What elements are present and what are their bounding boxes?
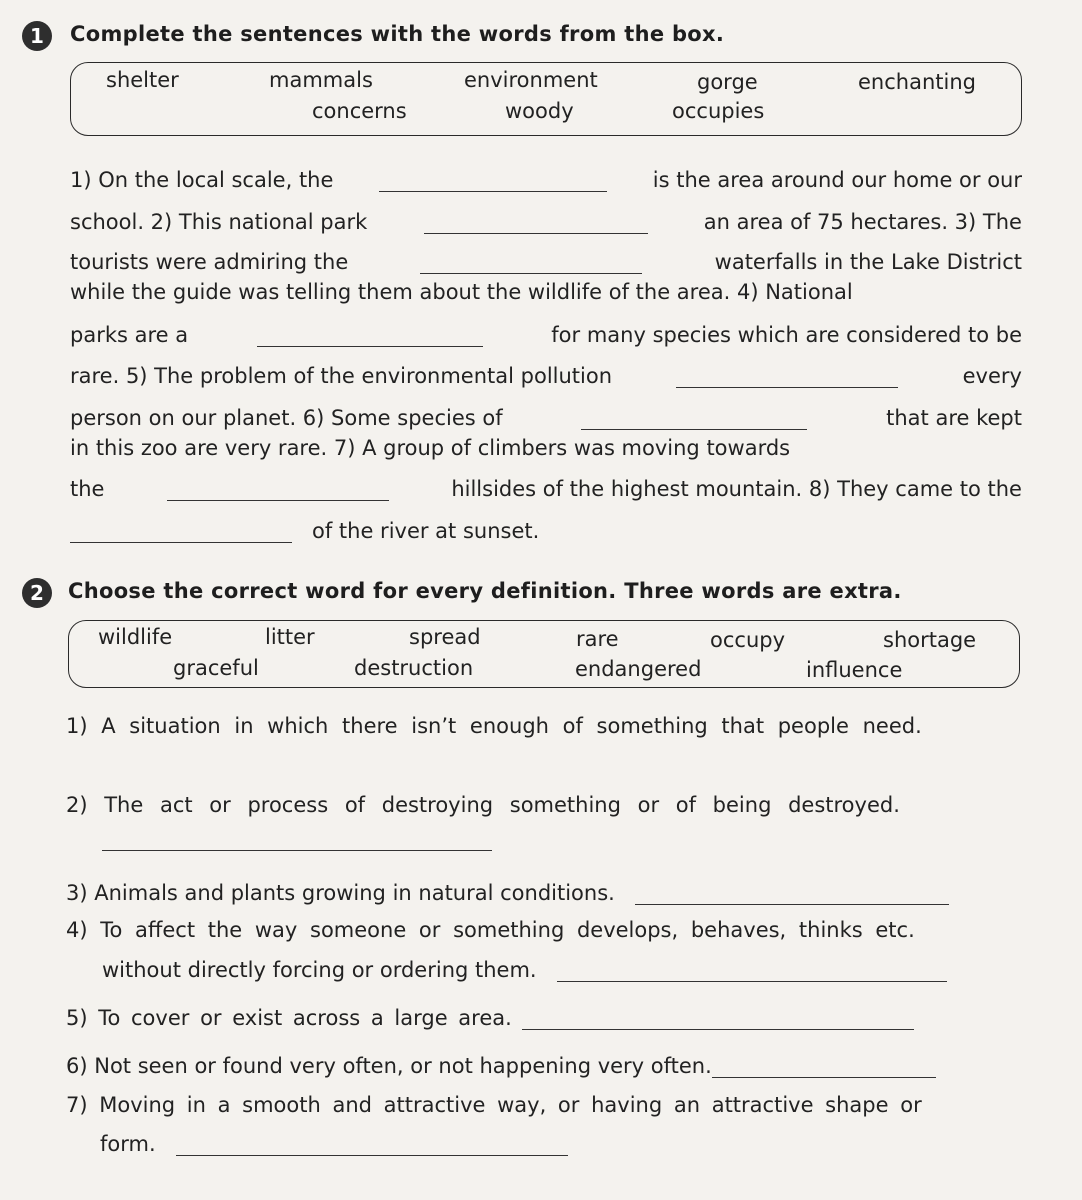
exercise-1-line: 1) On the local scale, the is the area around our home or our <box>70 168 1022 192</box>
exercise-1-number-badge: 1 <box>22 21 52 51</box>
definition-1: 1) A situation in which there isn’t enough of something that people need. <box>66 714 922 738</box>
word-box-1-word: shelter <box>106 68 179 92</box>
word-box-1-word: occupies <box>672 99 765 123</box>
word-box-1-word: enchanting <box>858 70 976 94</box>
exercise-1-line: of the river at sunset. <box>70 509 1022 543</box>
answer-blank[interactable] <box>70 520 292 543</box>
exercise-2-number-badge: 2 <box>22 578 52 608</box>
answer-blank[interactable] <box>676 365 898 388</box>
word-box-2-word: influence <box>806 658 903 682</box>
word-box-2-word: occupy <box>710 628 786 652</box>
answer-blank[interactable] <box>167 478 389 501</box>
definition-5: 5) To cover or exist across a large area. <box>66 996 1018 1030</box>
answer-blank-5[interactable] <box>522 1007 914 1030</box>
exercise-1-line: tourists were admiring the waterfalls in the Lake District <box>70 250 1022 274</box>
exercise-1-line: the hillsides of the highest mountain. 8) They came to the <box>70 477 1022 501</box>
word-box-2-word: rare <box>576 627 619 651</box>
exercise-2-instruction: Choose the correct word for every definition. Three words are extra. <box>68 579 902 603</box>
exercise-1-line: person on our planet. 6) Some species of that are kept <box>70 406 1022 430</box>
exercise-1-line: in this zoo are very rare. 7) A group of climbers was moving towards <box>70 436 791 460</box>
answer-blank-7[interactable] <box>176 1133 568 1156</box>
word-box-2-word: wildlife <box>98 625 173 649</box>
definition-2: 2) The act or process of destroying something or of being destroyed. <box>66 793 900 817</box>
word-box-2-word: shortage <box>883 628 977 652</box>
answer-blank-6[interactable] <box>712 1055 936 1078</box>
word-box-1-word: woody <box>505 99 574 123</box>
exercise-1-line: parks are a for many species which are considered to be <box>70 323 1022 347</box>
definition-4: 4) To affect the way someone or something develops, behaves, thinks etc. <box>66 918 915 942</box>
definition-4-continued: without directly forcing or ordering them. <box>102 948 1006 982</box>
answer-blank-4[interactable] <box>557 959 947 982</box>
word-box-2-word: litter <box>265 625 315 649</box>
word-box-2-word: destruction <box>354 656 474 680</box>
definition-7-continued: form. <box>100 1122 700 1156</box>
word-box-1-word: concerns <box>312 99 407 123</box>
exercise-1-line: school. 2) This national park an area of 75 hectares. 3) The <box>70 210 1022 234</box>
answer-blank[interactable] <box>379 169 607 192</box>
word-box-1-word: mammals <box>269 68 373 92</box>
definition-3: 3) Animals and plants growing in natural conditions. <box>66 871 1018 905</box>
answer-blank[interactable] <box>424 211 648 234</box>
answer-blank-2[interactable] <box>102 828 492 851</box>
word-box-2-word: endangered <box>575 657 702 681</box>
answer-blank[interactable] <box>257 324 483 347</box>
word-box-2-word: graceful <box>173 656 259 680</box>
answer-blank-3[interactable] <box>635 882 949 905</box>
exercise-1-instruction: Complete the sentences with the words from the box. <box>70 22 725 46</box>
definition-7: 7) Moving in a smooth and attractive way, or having an attractive shape or <box>66 1093 922 1117</box>
word-box-2-word: spread <box>409 625 481 649</box>
word-box-1-word: gorge <box>697 70 758 94</box>
exercise-1-line: rare. 5) The problem of the environmental pollution every <box>70 364 1022 388</box>
definition-6: 6) Not seen or found very often, or not happening very often. <box>66 1044 1018 1078</box>
exercise-1-line: while the guide was telling them about the wildlife of the area. 4) National <box>70 280 853 304</box>
word-box-1-word: environment <box>464 68 598 92</box>
